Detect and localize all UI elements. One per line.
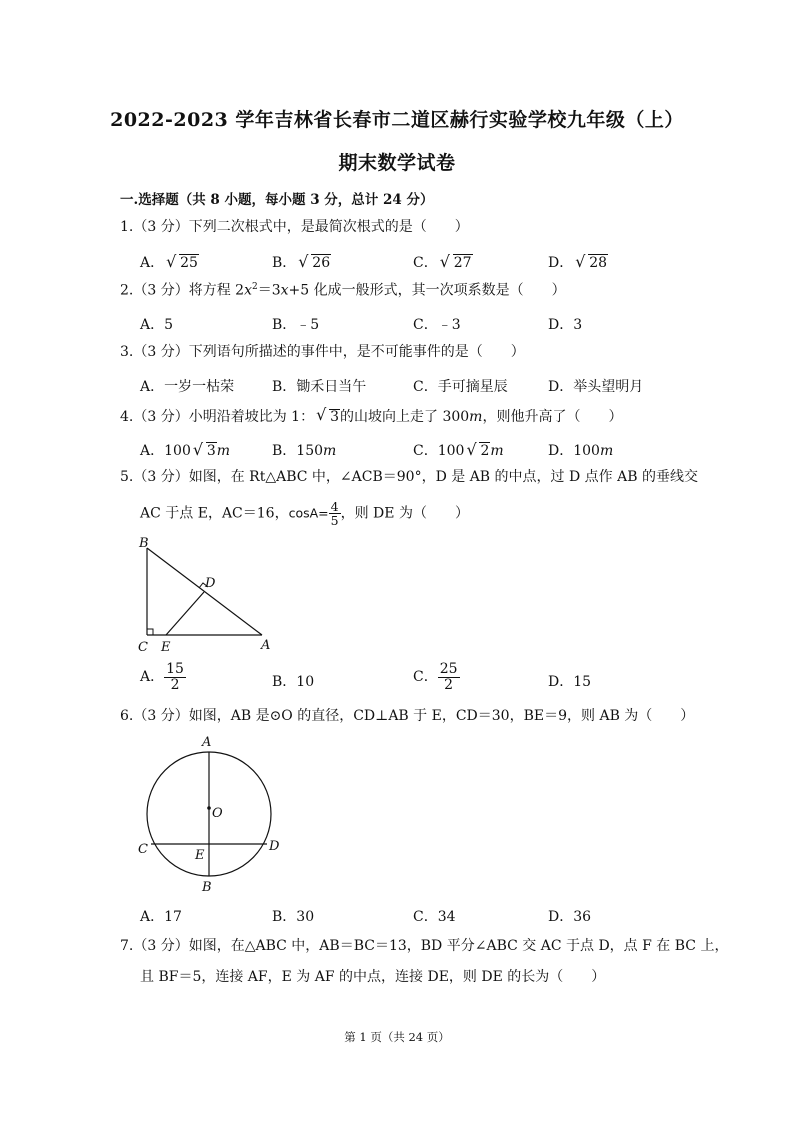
q2-option-a: A．5 [140,317,174,333]
q5-label-d: D [205,576,216,591]
q6-label-d: D [269,839,280,854]
question-3-stem: 3.（3 分）下列语句所描述的事件中，是不可能事件的是（ ） [120,344,525,360]
page-title-line1: 2022-2023 学年吉林省长春市二道区赫行实验学校九年级（上） [110,109,684,131]
question-2-stem: 2.（3 分）将方程 $2x^2=3x+5$ 化成一般形式，其一次项系数是（ ） [120,282,566,299]
question-5-stem-line2: AC 于点 E，AC＝16，cosA= $\frac{4}{5}$ ，则 DE 为（ ） [140,499,469,529]
q3-option-b: B．锄禾日当午 [272,379,367,395]
question-6-stem: 6.（3 分）如图，AB 是⊙O 的直径，CD⊥AB 于 E，CD＝30，BE＝9，则 AB 为（ ） [120,708,695,724]
q4-option-c: C．100√ 2m [413,440,504,460]
q5-option-a: A． $\frac{15}{2}$ [140,661,184,693]
q3-option-d: D．举头望明月 [548,379,644,395]
q4-option-a: A．100√ 3m [140,440,230,460]
q5-option-b: B．10 [272,674,315,690]
q3-option-c: C．手可摘星辰 [413,379,508,395]
q5-label-b: B [139,536,149,551]
question-7-stem-line1: 7.（3 分）如图，在△ABC 中，AB＝BC＝13，BD 平分∠ABC 交 AC 于点 D，点 F 在 BC 上， [120,938,729,954]
q1-option-d: D．√ 28 [548,252,608,272]
q1-option-a: A．√ 25 [140,252,199,272]
q6-option-c: C．34 [413,909,456,925]
question-4-stem: 4.（3 分）小明沿着坡比为 1：√ 3的山坡向上走了 300m，则他升高了（ ） [120,409,622,424]
q5-label-a: A [261,638,271,653]
q2-option-d: D．3 [548,317,583,333]
q6-circle-figure [132,728,292,896]
q5-option-d: D．15 [548,674,592,690]
q5-label-c: C [138,640,148,654]
q4-option-d: D．100m [548,443,614,459]
q4-option-b: B．150m [272,443,337,459]
q5-triangle-figure [132,532,282,654]
q2-option-b: B．﹣5 [272,317,320,333]
page-title-line2: 期末数学试卷 [338,152,456,174]
q2-option-c: C．﹣3 [413,317,461,333]
q6-option-b: B．30 [272,909,315,925]
q6-label-o: O [212,806,223,821]
q6-option-a: A．17 [140,909,182,925]
q6-label-c: C [138,842,148,857]
question-5-stem-line1: 5.（3 分）如图，在 Rt△ABC 中，∠ACB＝90°，D 是 AB 的中点，过 D 点作 AB 的垂线交 [120,469,698,485]
q6-label-a: A [202,735,212,750]
question-1-stem: 1.（3 分）下列二次根式中，是最简次根式的是（ ） [120,219,469,235]
q6-label-e: E [195,848,205,863]
q1-option-b: B．√ 26 [272,252,331,272]
question-7-stem-line2: 且 BF＝5，连接 AF，E 为 AF 的中点，连接 DE，则 DE 的长为（ ） [140,969,606,985]
q1-option-c: C．√ 27 [413,252,473,272]
q5-label-e: E [161,640,171,654]
q6-option-d: D．36 [548,909,592,925]
q3-option-a: A．一岁一枯荣 [140,379,235,395]
page-footer: 第 1 页（共 24 页） [344,1030,450,1044]
q5-option-c: C． $\frac{25}{2}$ [413,661,458,693]
section-heading: 一.选择题（共 8 小题，每小题 3 分，总计 24 分） [120,192,434,208]
q6-label-b: B [202,880,212,895]
